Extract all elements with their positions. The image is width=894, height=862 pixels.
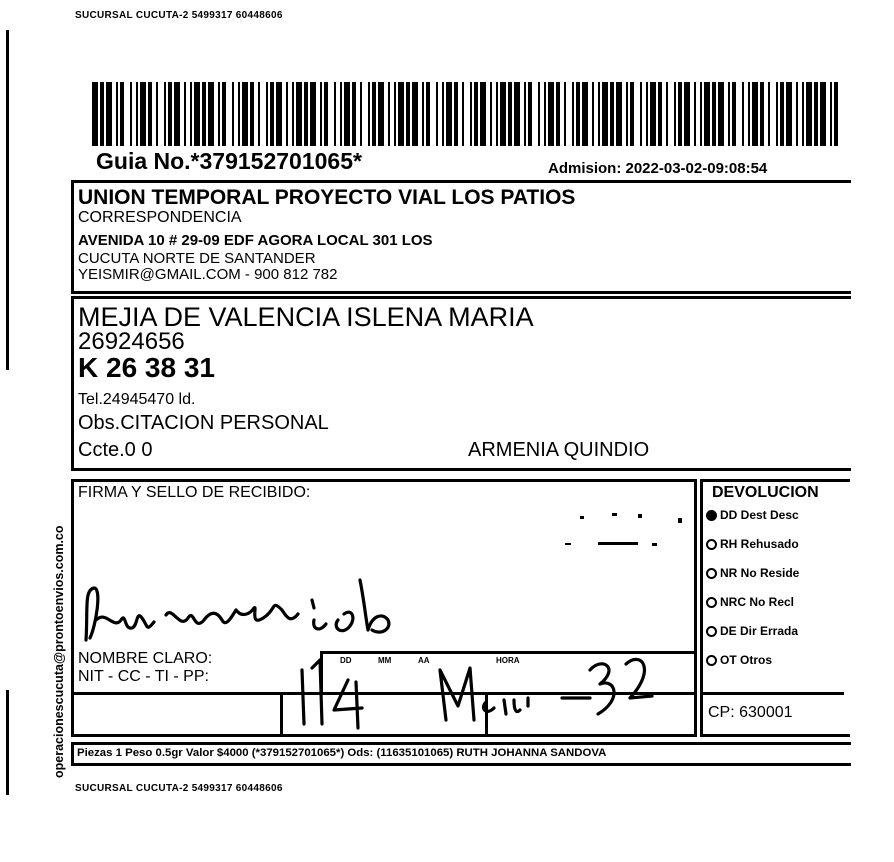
sender-name: UNION TEMPORAL PROYECTO VIAL LOS PATIOS — [78, 186, 576, 209]
side-email: operacionescucuta@prontoenvios.com.co — [52, 525, 66, 778]
radio-icon — [706, 655, 717, 666]
recipient-city: ARMENIA QUINDIO — [468, 439, 650, 461]
devolucion-option-label: DD Dest Desc — [720, 508, 799, 522]
branch-header: SUCURSAL CUCUTA-2 5499317 60448606 — [75, 10, 283, 21]
date-label-dd: DD — [340, 656, 352, 665]
devolucion-option-label: OT Otros — [720, 653, 773, 667]
date-grid-sep-1 — [280, 692, 283, 734]
stamp-marks — [560, 508, 690, 553]
handwritten-date — [290, 640, 670, 730]
devolucion-title: DEVOLUCION — [712, 484, 819, 501]
sender-city: CUCUTA NORTE DE SANTANDER — [78, 250, 316, 267]
date-label-mm: MM — [378, 656, 392, 665]
radio-icon — [706, 626, 717, 637]
recipient-id: 26924656 — [78, 328, 185, 355]
guide-number: Guia No.*379152701065* — [96, 148, 362, 174]
recipient-name: MEJIA DE VALENCIA ISLENA MARIA — [78, 302, 534, 332]
devolucion-option-label: NR No Reside — [720, 566, 800, 580]
devolucion-option-de[interactable] — [706, 624, 798, 638]
devolucion-option-label: NRC No Recl — [720, 595, 795, 609]
branch-footer: SUCURSAL CUCUTA-2 5499317 60448606 — [75, 783, 283, 794]
name-label: NOMBRE CLARO: — [78, 650, 213, 667]
barcode — [92, 82, 844, 146]
devolucion-option-ot[interactable] — [706, 653, 772, 667]
date-label-hora: HORA — [496, 656, 520, 665]
handwritten-signature — [76, 570, 406, 650]
devolucion-option-nrc[interactable] — [706, 595, 794, 609]
sender-contact: YEISMIR@GMAIL.COM - 900 812 782 — [78, 266, 338, 283]
radio-icon — [706, 539, 717, 550]
radio-icon — [706, 568, 717, 579]
id-label: NIT - CC - TI - PP: — [78, 668, 209, 685]
sender-address: AVENIDA 10 # 29-09 EDF AGORA LOCAL 301 LOS — [78, 232, 433, 249]
pieces-info: Piezas 1 Peso 0.5gr Valor $4000 (*379152701065*) Ods: (11635101065) RUTH JOHANNA SANDOVA — [77, 747, 607, 759]
devolucion-option-label: DE Dir Errada — [720, 624, 799, 638]
devolucion-option-label: RH Rehusado — [720, 537, 799, 551]
recipient-ccte: Ccte.0 0 — [78, 439, 153, 461]
devolucion-option-rh[interactable] — [706, 537, 799, 551]
postal-code: CP: 630001 — [708, 704, 793, 721]
admission-datetime: Admision: 2022-03-02-09:08:54 — [548, 160, 768, 177]
devolucion-option-nr[interactable] — [706, 566, 799, 580]
left-edge-mark — [6, 30, 9, 370]
signature-label: FIRMA Y SELLO DE RECIBIDO: — [78, 484, 311, 501]
checked-radio-icon — [706, 510, 717, 521]
sender-line-2: CORRESPONDENCIA — [78, 209, 242, 226]
devolucion-option-dd[interactable] — [706, 508, 799, 522]
radio-icon — [706, 597, 717, 608]
cp-divider — [700, 692, 844, 695]
date-label-aa: AA — [418, 656, 430, 665]
left-edge-mark-lower — [6, 690, 9, 795]
recipient-phone: Tel.24945470 ld. — [78, 391, 196, 408]
recipient-observations: Obs.CITACION PERSONAL — [78, 412, 329, 434]
recipient-address: K 26 38 31 — [78, 352, 215, 383]
